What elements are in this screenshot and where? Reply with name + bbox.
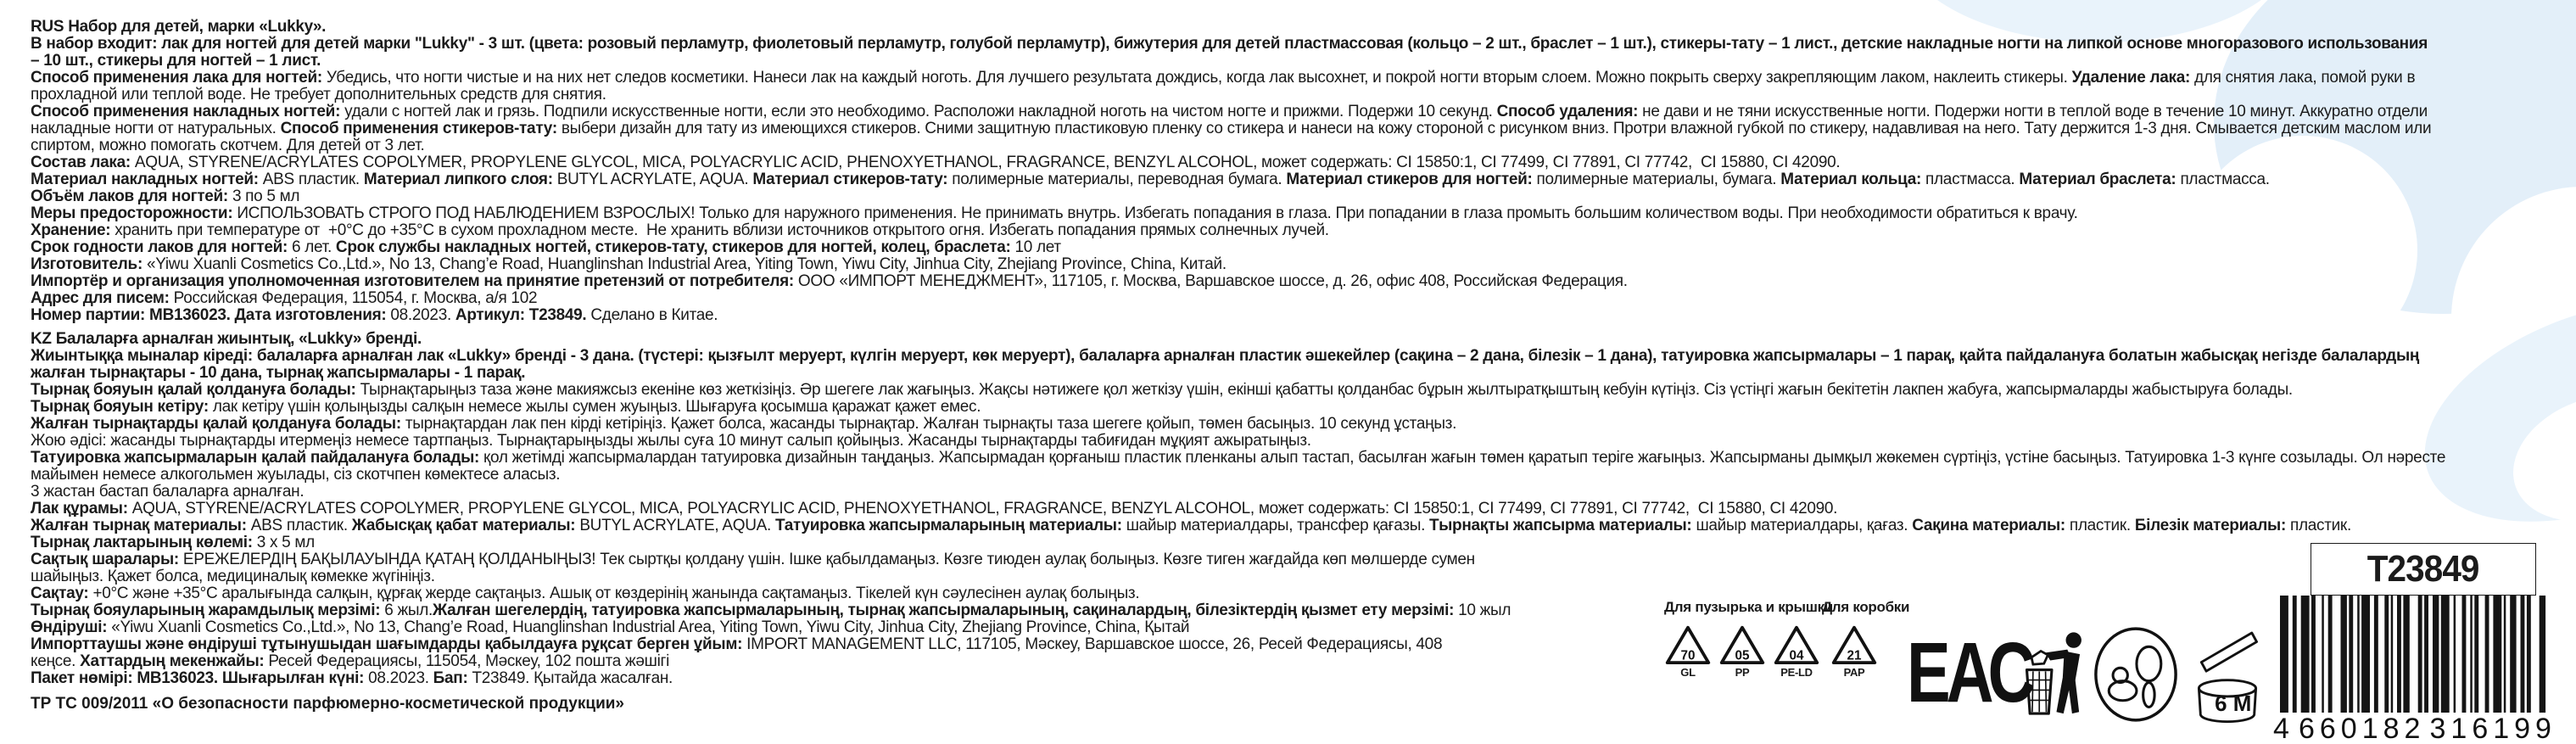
text-line: Татуировка жапсырмаларын қалай пайдалануға болады: қол жетімді жапсырмалардан татуировка дизайнын таңдаңыз. Жапсырмадан қорғаныш пластик пленканы алып тастап, басылған жағын төмен қаратып теріге жағыңыз. Жапсырманы дымқыл жөкемен сүртіңіз, үстіне басыңыз. Татуировка 1-3 күнге созылады. Ол нәресте — [31, 449, 2446, 467]
text-line: Объём лаков для ногтей: 3 по 5 мл — [31, 187, 300, 205]
text-line: Жалған тырнақ материалы: ABS пластик. Жабысқақ қабат материалы: BUTYL ACRYLATE, AQUA. Татуировка жапсырмаларының материалы: шайыр материалдары, трансфер қағазы. Тырнақты жапсырма материалы: шайыр материалдары, қағаз. Сақина материалы: пластик. Білезік материалы: пластик. — [31, 517, 2351, 534]
text-line: Лак құрамы: AQUA, STYRENE/ACRYLATES COPOLYMER, PROPYLENE GLYCOL, MICA, POLYACRYLIC ACID, PHENOXYETHANOL, FRAGRANCE, BENZYL ALCOHOL, может содержать: CI 15850:1, CI 77499, CI 77891, CI 77742, CI 15880, CI 42090. — [31, 500, 1838, 517]
article-code-box — [2311, 543, 2536, 596]
text-line: жалған тырнақтары - 10 дана, тырнақ жапсырмалары - 1 парақ. — [31, 364, 526, 382]
text-line: Срок годности лаков для ногтей: 6 лет. Срок службы накладных ногтей, стикеров-тату, стикеров для ногтей, колец, браслета: 10 лет — [31, 238, 1061, 256]
article-code: T23849 — [2367, 548, 2479, 590]
recycling-code-label: GL — [1680, 666, 1696, 679]
text-line: накладные ногти от натуральных. Способ применения стикеров-тату: выбери дизайн для тату из имеющихся стикеров. Сними защитную пластиковую пленку со стикера и нанеси на кожу стороной с рисунком вниз. Протри влажной губкой по стикеру, надавливая на него. Тату держится 1-3 дня. Смывается детским маслом или — [31, 120, 2432, 137]
svg-text:04: 04 — [1789, 648, 1804, 663]
text-line: Пакет нөмірі: MB136023. Шығарылған күні: 08.2023. Бап: T23849. Қытайда жасалған. — [31, 669, 673, 687]
text-line: RUS Набор для детей, марки «Lukky». — [31, 18, 327, 36]
rus-text-block — [31, 19, 2431, 324]
text-line: Өндіруші: «Yiwu Xuanli Cosmetics Co.,Ltd.», No 13, Chang’e Road, Huanglinshan Industrial Area, Yiting Town, Yiwu City, Jinhua City, Zhejiang Province, China, Қытай — [31, 618, 1190, 636]
text-line: Жиынтыққа мыналар кіреді: балаларға арналған лак «Lukky» бренді - 3 дана. (түстері: қызғылт меруерт, күлгін меруерт, көк меруерт), балаларға арналған пластик әшекейлер (сақина – 2 дана, білезік – 1 дана), татуировка жапсырмалары – 1 парақ, қайта пайдалануға болатын жабысқақ негізде балалардың — [31, 347, 2420, 365]
svg-text:21: 21 — [1847, 648, 1862, 663]
text-line: Изготовитель: «Yiwu Xuanli Cosmetics Co.,Ltd.», No 13, Chang’e Road, Huanglinshan Industrial Area, Yiting Town, Yiwu City, Jinhua City, Zhejiang Province, China, Китай. — [31, 255, 1227, 273]
recycling-code-icon — [1773, 624, 1820, 679]
text-line: Тырнақ лактарының көлемі: 3 х 5 мл — [31, 534, 315, 551]
recycling-icons-box — [1830, 624, 1878, 679]
text-line: кеңсе. Хаттардың мекенжайы: Ресей Федерациясы, 115054, Мәскеу, 102 пошта жәшігі — [31, 652, 670, 670]
text-line: Тырнақ бояуын қалай қолдануға болады: Тырнақтарыңыз таза және макияжсыз екеніне көз жеткізіңіз. Әр шегеге лак жағыңыз. Жақсы нәтижеге қол жеткізу үшін, екінші қабатты қолданбас бұрын жылтыратқыштың кебуін күтіңіз. Сіз үстіңгі жағын бекітетін лакпен жабуға, жапсырмаларды жабыстыруға болады. — [31, 381, 2293, 399]
recycling-code-label: PAP — [1843, 666, 1865, 679]
bottle-cap-recycling-label: Для пузырька и крышки — [1664, 599, 1833, 615]
text-line: спиртом, можно помогать скотчем. Для детей от 3 лет. — [31, 137, 425, 154]
box-recycling-label: Для коробки — [1822, 599, 1910, 615]
text-line: Способ применения накладных ногтей: удали с ногтей лак и грязь. Подпили искусственные ногти, если это необходимо. Расположи накладной ноготь на чистом ногте и прижми. Подержи 10 секунд. Способ удаления: не дави и не тяни искусственные ногти. Подержи ногти в теплой воде в течение 10 минут. Аккуратно отдели — [31, 103, 2428, 120]
text-line: Импортёр и организация уполномоченная изготовителем на принятие претензий от потребителя: ООО «ИМПОРТ МЕНЕДЖМЕНТ», 117105, г. Москва, Варшавское шоссе, д. 26, офис 408, Российская Федерация. — [31, 272, 1628, 290]
text-line: майымен немесе алкогольмен жуылады, сіз скотчпен көмектесе аласыз. — [31, 466, 561, 484]
text-line: Сақтық шаралары: ЕРЕЖЕЛЕРДІҢ БАҚЫЛАУЫНДА ҚАТАҢ ҚОЛДАНЫҢЫЗ! Тек сыртқы қолдану үшін. Ішке қабылдамаңыз. Көзге тиюден аулақ болыңыз. Көзге тиген жағдайда көп мөлшерде сумен — [31, 551, 1475, 568]
tidyman-icon — [2022, 628, 2100, 727]
text-line: шайыңыз. Қажет болса, медициналық көмекке жүгініңіз. — [31, 568, 435, 585]
eac-mark-icon: ЕАС — [1907, 625, 2031, 721]
cosmetics-circle-icon — [2093, 626, 2178, 727]
text-line: Жалған тырнақтарды қалай қолдануға болады: тырнақтардан лак пен кірді кетіріңіз. Қажет болса, жасанды тырнақтар. Жалған тырнақты таза шегеге қойып, төмен басыңыз. 10 секунд ұстаңыз. — [31, 415, 1457, 433]
text-line: В набор входит: лак для ногтей для детей марки "Lukky" - 3 шт. (цвета: розовый перламутр, фиолетовый перламутр, голубой перламутр), бижутерия для детей пластмассовая (кольцо – 2 шт., браслет – 1 шт.), стикеры-тату – 1 лист., детские накладные ногти на липкой основе многоразового использования — [31, 35, 2428, 53]
text-line: Хранение: хранить при температуре от +0°С до +35°С в сухом прохладном месте. Не хранить вблизи источников открытого огня. Избегать попадания прямых солнечных лучей. — [31, 221, 1329, 239]
regulation-line: ТР ТС 009/2011 «О безопасности парфюмерно-косметической продукции» — [31, 695, 624, 713]
text-line: Способ применения лака для ногтей: Убедись, что ногти чистые и на них нет следов косметики. Нанеси лак на каждый ноготь. Для лучшего результата дождись, когда лак высохнет, и покрой ногти вторым слоем. Можно покрыть сверху закрепляющим лаком, наклеить стикеры. Удаление лака: для снятия лака, помой руки в — [31, 69, 2416, 87]
recycling-icons-bottle — [1664, 624, 1820, 679]
text-line: Состав лака: AQUA, STYRENE/ACRYLATES COPOLYMER, PROPYLENE GLYCOL, MICA, POLYACRYLIC ACID, PHENOXYETHANOL, FRAGRANCE, BENZYL ALCOHOL, может содержать: CI 15850:1, CI 77499, CI 77891, CI 77742, CI 15880, CI 42090. — [31, 154, 1841, 171]
text-line: 3 жастан бастап балаларға арналған. — [31, 483, 305, 501]
text-line: KZ Балаларға арналған жиынтық, «Lukky» бренді. — [31, 330, 422, 348]
recycling-code-icon — [1830, 624, 1878, 679]
recycling-code-label: PP — [1735, 666, 1750, 679]
recycling-code-icon — [1718, 624, 1766, 679]
text-line: Меры предосторожности: ИСПОЛЬЗОВАТЬ СТРОГО ПОД НАБЛЮДЕНИЕМ ВЗРОСЛЫХ! Только для наружного применения. Не принимать внутрь. Избегать попадания в глаза. При попадании в глаза промыть большим количеством воды. При необходимости обратиться к врачу. — [31, 204, 2078, 222]
text-line: Тырнақ бояуларының жарамдылық мерзімі: 6 жыл.Жалған шегелердің, татуировка жапсырмаларының, тырнақ жапсырмаларының, сақиналардың, білезіктердің қызмет ету мерзімі: 10 жыл — [31, 601, 1512, 619]
text-line: Номер партии: MB136023. Дата изготовления: 08.2023. Артикул: T23849. Сделано в Китае. — [31, 306, 718, 324]
svg-text:70: 70 — [1680, 648, 1696, 663]
barcode — [2280, 596, 2550, 714]
text-line: Жою әдісі: жасанды тырнақтарды итермеңіз немесе тартпаңыз. Тырнақтарыңызды жылы суға 10 минут салып қойыңыз. Жасанды тырнақтарды табиғидан мұқият ажыратыңыз. — [31, 432, 1311, 450]
text-line: Сақтау: +0°С және +35°С аралығында салқын, құрғақ жерде сақтаңыз. Ашық от көздерінің жанында сақтамаңыз. Тікелей күн сәулесінен аулақ болыңыз. — [31, 585, 1140, 602]
barcode-digit-group: 4 — [2273, 713, 2294, 744]
open-jar-icon — [2187, 621, 2268, 730]
recycling-code-icon — [1664, 624, 1712, 679]
barcode-digit-group: 316199 — [2429, 713, 2556, 744]
barcode-digit-group: 660182 — [2298, 713, 2426, 744]
svg-text:6 M: 6 M — [2215, 692, 2252, 717]
text-line: Тырнақ бояуын кетіру: лак кетіру үшін қолыңызды салқын немесе жылы сумен жуыңыз. Шығаруға қосымша қаражат қажет емес. — [31, 398, 981, 416]
text-line: – 10 шт., стикеры для ногтей – 1 лист. — [31, 52, 321, 70]
text-line: Адрес для писем: Российская Федерация, 115054, г. Москва, а/я 102 — [31, 289, 538, 307]
text-line: прохладной или теплой воде. Не требует дополнительных средств для снятия. — [31, 86, 606, 103]
barcode-digits — [2273, 713, 2556, 744]
text-line: Материал накладных ногтей: ABS пластик. Материал липкого слоя: BUTYL ACRYLATE, AQUA. Материал стикеров-тату: полимерные материалы, переводная бумага. Материал стикеров для ногтей: полимерные материалы, бумага. Материал кольца: пластмасса. Материал браслета: пластмасса. — [31, 171, 2270, 188]
svg-text:05: 05 — [1735, 648, 1750, 663]
recycling-code-label: PE-LD — [1780, 666, 1813, 679]
text-line: Импорттаушы және өндіруші тұтынушыдан шағымдарды қабылдауға рұқсат берген ұйым: IMPORT MANAGEMENT LLC, 117105, Мәскеу, Варшавское шоссе, 26, Ресей Федерациясы, 408 — [31, 635, 1443, 653]
